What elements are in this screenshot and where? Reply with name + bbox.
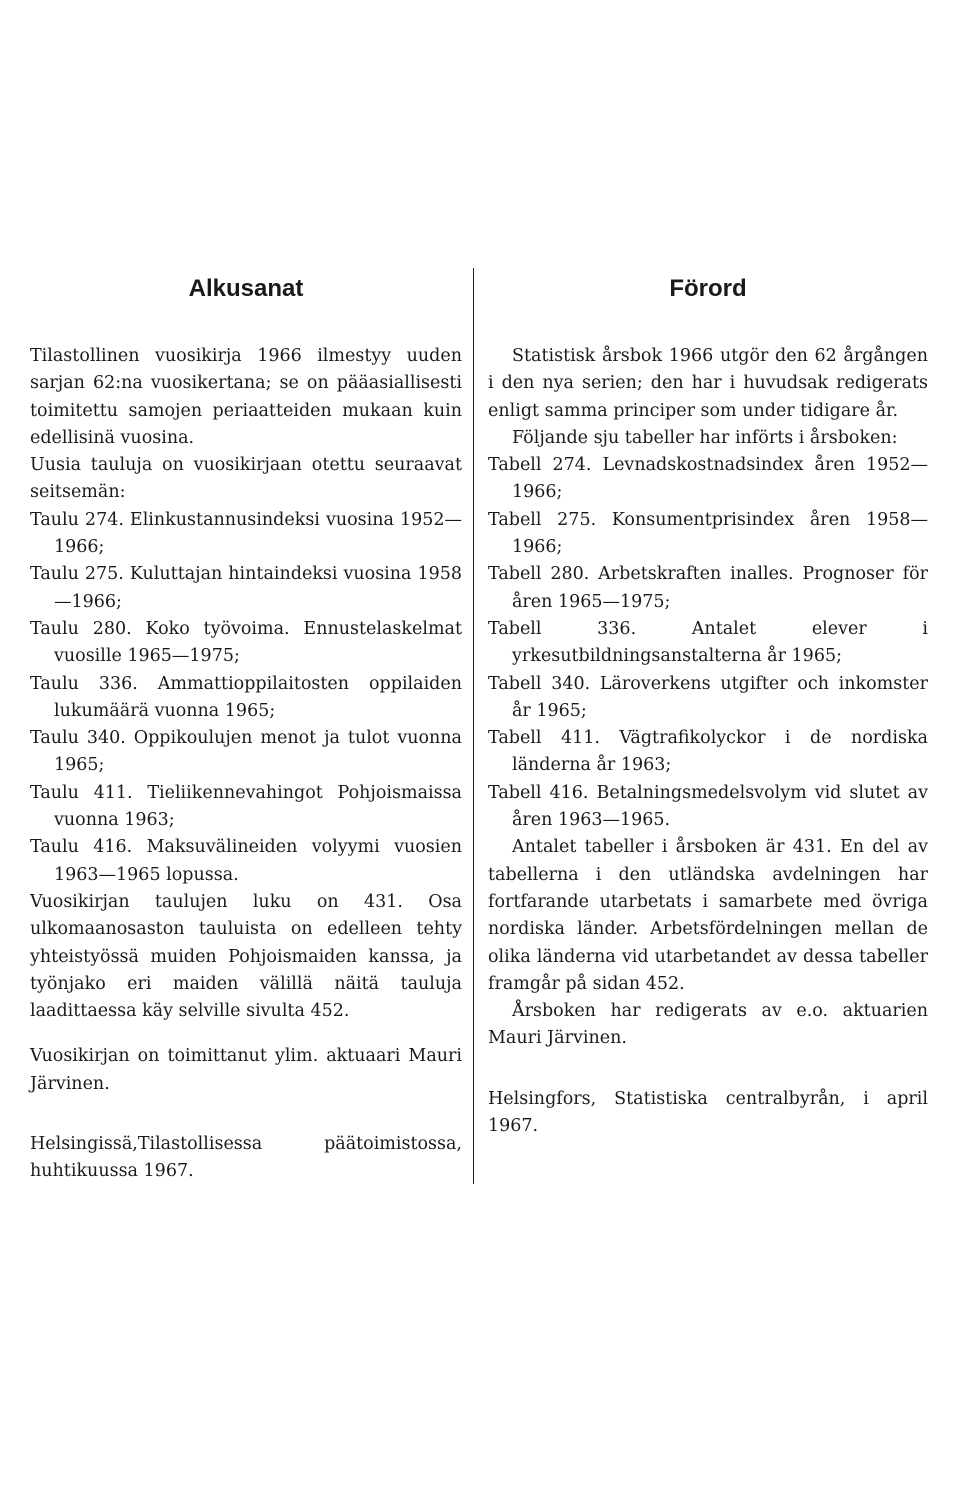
finnish-table-entry: Taulu 340. Oppikoulujen menot ja tulot vuonna 1965;: [30, 728, 462, 776]
finnish-table-list: [30, 507, 462, 889]
swedish-place-date: Helsingfors, Statistiska centralbyrån, i april 1967.: [488, 1088, 928, 1137]
column-divider: [473, 268, 474, 1184]
swedish-table-entry: Tabell 280. Arbetskraften inalles. Prognoser för åren 1965—1975;: [488, 564, 928, 612]
finnish-table-entry: Taulu 275. Kuluttajan hintaindeksi vuosina 1958—1966;: [30, 564, 462, 612]
swedish-table-entry: Tabell 411. Vägtrafikolyckor i de nordiska länderna år 1963;: [488, 728, 928, 776]
swedish-intro: Statistisk årsbok 1966 utgör den 62 årgången i den nya serien; den har i huvudsak redigerats enligt samma principer som under tidigare år.: [488, 346, 928, 421]
swedish-table-entry: Tabell 336. Antalet elever i yrkesutbildningsanstalterna år 1965;: [488, 618, 928, 667]
finnish-table-entry: Taulu 336. Ammattioppilaitosten oppilaiden lukumäärä vuonna 1965;: [30, 673, 462, 721]
swedish-preface-column: [488, 268, 928, 1140]
finnish-new-tables-intro: Uusia tauluja on vuosikirjaan otettu seuraavat seitsemän:: [30, 455, 462, 503]
swedish-table-list: [488, 452, 928, 834]
finnish-table-entry: Taulu 411. Tieliikennevahingot Pohjoismaissa vuonna 1963;: [30, 782, 462, 831]
swedish-table-entry: Tabell 340. Läroverkens utgifter och inkomster år 1965;: [488, 673, 928, 721]
swedish-table-entry: Tabell 275. Konsumentprisindex åren 1958—1966;: [488, 509, 928, 558]
finnish-body: [30, 343, 462, 1186]
finnish-title: Alkusanat: [188, 275, 304, 302]
finnish-place-date: Helsingissä,Tilastollisessa päätoimistossa, huhtikuussa 1967.: [30, 1134, 462, 1182]
finnish-table-entry: Taulu 280. Koko työvoima. Ennustelaskelmat vuosille 1965—1975;: [30, 618, 462, 667]
finnish-table-entry: Taulu 416. Maksuvälineiden volyymi vuosien 1963—1965 lopussa.: [30, 837, 462, 885]
swedish-title: Förord: [669, 275, 747, 302]
finnish-intro: Tilastollinen vuosikirja 1966 ilmestyy uuden sarjan 62:na vuosikertana; se on pääasiallisesti toimitettu samojen periaatteiden mukaan kuin edellisinä vuosina.: [30, 346, 462, 448]
swedish-body: [488, 343, 928, 1140]
finnish-count-paragraph: Vuosikirjan taulujen luku on 431. Osa ulkomaanosaston tauluista on edelleen tehty yhteistyössä muiden Pohjoismaiden kanssa, ja työnjako eri maiden välillä näitä tauluja laadittaessa käy selville sivulta 452.: [30, 891, 462, 1022]
finnish-table-entry: Taulu 274. Elinkustannusindeksi vuosina 1952—1966;: [30, 509, 462, 558]
finnish-preface-column: [30, 268, 462, 1186]
swedish-new-tables-intro: Följande sju tabeller har införts i årsboken:: [512, 427, 898, 448]
swedish-count-paragraph: Antalet tabeller i årsboken är 431. En del av tabellerna i den utländska avdelningen har fortfarande utarbetats i samarbete med övriga nordiska länder. Arbetsfördelningen mellan de olika länderna vid utarbetandet av dessa tabeller framgår på sidan 452.: [488, 837, 928, 994]
finnish-editor: Vuosikirjan on toimittanut ylim. aktuaari Mauri Järvinen.: [30, 1046, 462, 1094]
swedish-table-entry: Tabell 274. Levnadskostnadsindex åren 1952—1966;: [488, 455, 928, 503]
swedish-table-entry: Tabell 416. Betalningsmedelsvolym vid slutet av åren 1963—1965.: [488, 782, 928, 831]
swedish-editor: Årsboken har redigerats av e.o. aktuarien Mauri Järvinen.: [488, 1001, 928, 1049]
